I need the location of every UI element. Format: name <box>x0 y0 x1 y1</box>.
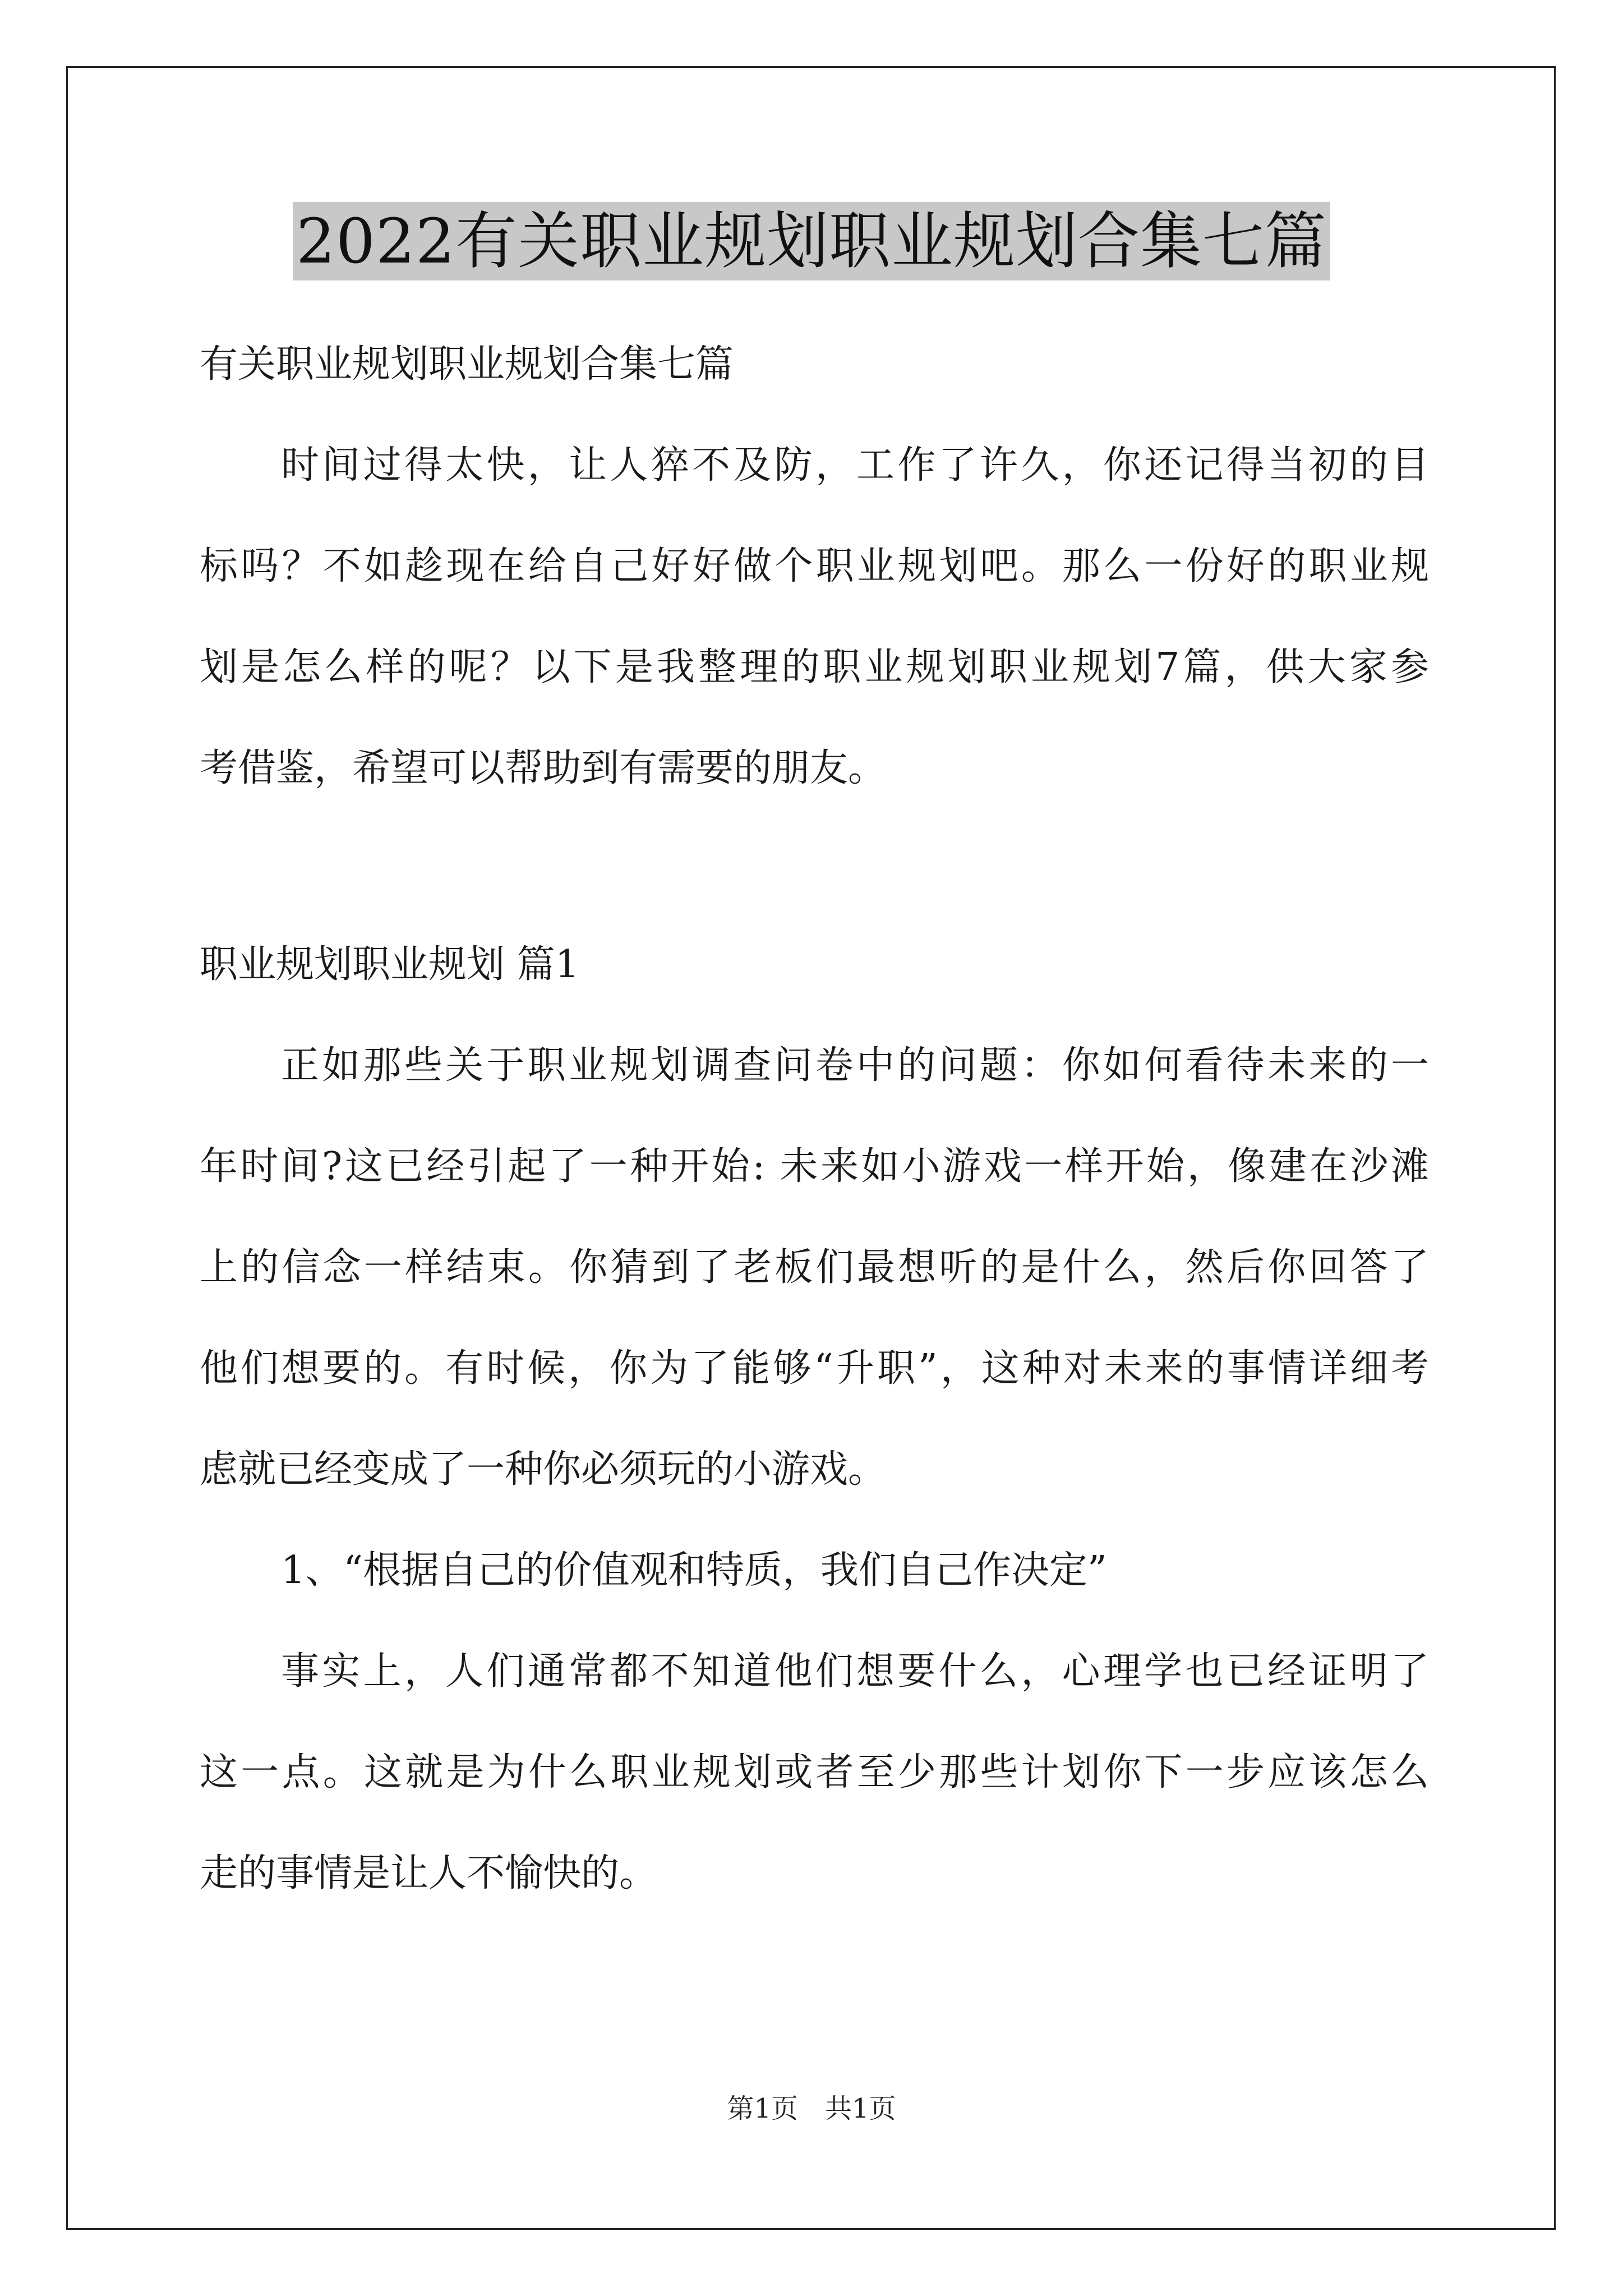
paragraph-line: 上的信念一样结束。你猜到了老板们最想听的是什么，然后你回答了 <box>200 1245 1429 1290</box>
section-heading: 职业规划职业规划 篇1 <box>200 942 579 987</box>
paragraph-line: 虑就已经变成了一种你必须玩的小游戏。 <box>200 1447 887 1492</box>
paragraph-line: 事实上，人们通常都不知道他们想要什么，心理学也已经证明了 <box>281 1649 1429 1694</box>
intro-line: 标吗？不如趁现在给自己好好做个职业规划吧。那么一份好的职业规 <box>200 544 1429 588</box>
intro-line: 时间过得太快，让人猝不及防，工作了许久，你还记得当初的目 <box>281 443 1429 487</box>
paragraph-line: 走的事情是让人不愉快的。 <box>200 1851 658 1895</box>
intro-line: 考借鉴，希望可以帮助到有需要的朋友。 <box>200 746 887 790</box>
document-title: 2022有关职业规划职业规划合集七篇 <box>293 202 1330 280</box>
title-area <box>0 202 1623 280</box>
spacer <box>200 819 1429 914</box>
paragraph-line: 他们想要的。有时候，你为了能够“升职”，这种对未来的事情详细考 <box>200 1346 1429 1391</box>
paragraph-line: 这一点。这就是为什么职业规划或者至少那些计划你下一步应该怎么 <box>200 1750 1429 1795</box>
intro-line: 划是怎么样的呢？以下是我整理的职业规划职业规划7篇，供大家参 <box>200 645 1429 689</box>
page-footer <box>0 2087 1623 2125</box>
page-number: 第1页 <box>727 2093 798 2124</box>
document-subtitle: 有关职业规划职业规划合集七篇 <box>200 342 734 386</box>
point-heading: 1、“根据自己的价值观和特质，我们自己作决定” <box>281 1548 1107 1593</box>
document-body <box>200 314 1429 1924</box>
paragraph-line: 年时间?这已经引起了一种开始: 未来如小游戏一样开始，像建在沙滩 <box>200 1144 1429 1189</box>
paragraph-line: 正如那些关于职业规划调查问卷中的问题：你如何看待未来的一 <box>281 1043 1429 1088</box>
page-total: 共1页 <box>825 2093 896 2124</box>
